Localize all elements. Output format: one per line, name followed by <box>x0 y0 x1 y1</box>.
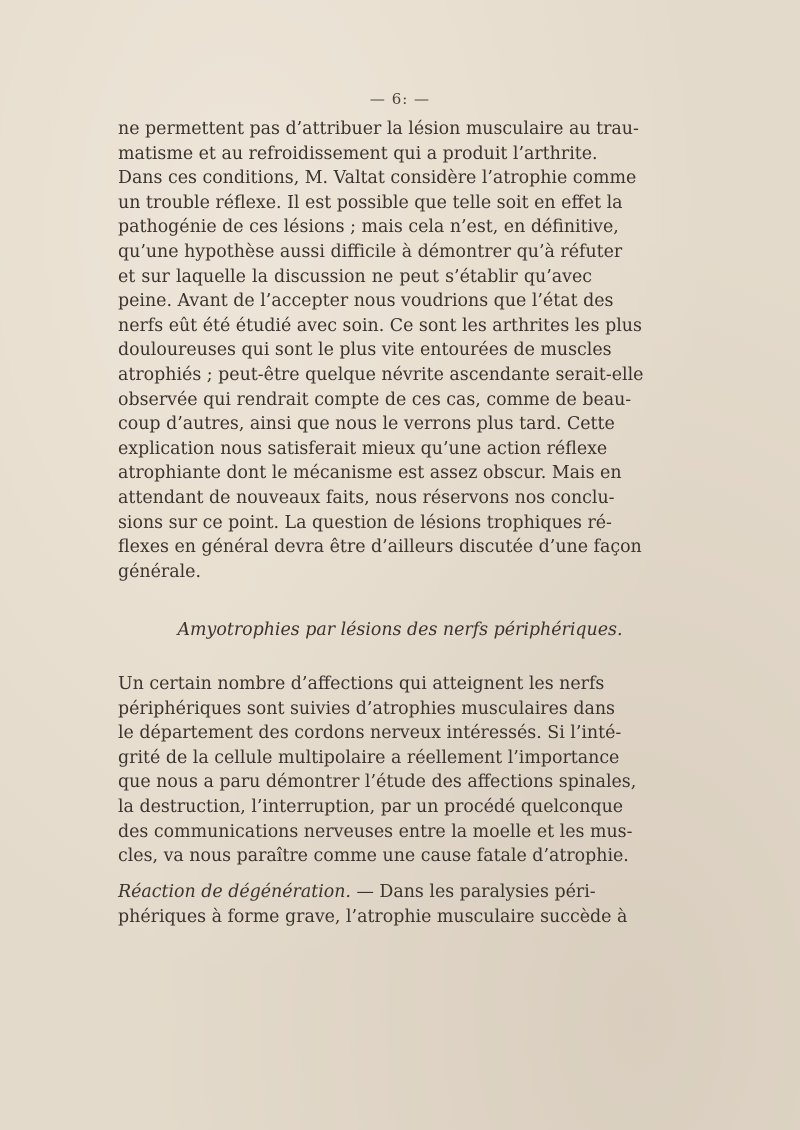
text-line: flexes en général devra être d’ailleurs discutée d’une façon <box>118 537 642 558</box>
text-line: qu’une hypothèse aussi difficile à démontrer qu’à réfuter <box>118 241 623 262</box>
text-line: sions sur ce point. La question de lésions trophiques ré- <box>118 512 612 533</box>
text-line: un trouble réflexe. Il est possible que telle soit en effet la <box>118 192 623 213</box>
text-line: peine. Avant de l’accepter nous voudrions que l’état des <box>118 291 614 312</box>
subheading-italic: Réaction de dégénération. <box>118 882 351 902</box>
section-heading: Amyotrophies par lésions des nerfs périphériques. <box>177 620 623 640</box>
text-line: atrophiés ; peut-être quelque névrite ascendante serait-elle <box>118 364 644 385</box>
paragraph-1 <box>118 117 644 584</box>
text-line: la destruction, l’interruption, par un procédé quelconque <box>118 796 624 817</box>
text-line: grité de la cellule multipolaire a réellement l’importance <box>118 747 620 768</box>
text-line: des communications nerveuses entre la moelle et les mus- <box>118 821 633 842</box>
text-line: pathogénie de ces lésions ; mais cela n’est, en définitive, <box>118 217 619 238</box>
text-line: le département des cordons nerveux intéressés. Si l’inté- <box>118 723 622 744</box>
lead-text: — Dans les paralysies péri- <box>350 882 596 902</box>
text-line: Un certain nombre d’affections qui atteignent les nerfs <box>118 674 605 694</box>
text-line: douloureuses qui sont le plus vite entourées de muscles <box>118 340 612 361</box>
text-line-lead <box>118 880 596 905</box>
text-line: nerfs eût été étudié avec soin. Ce sont les arthrites les plus <box>118 315 642 336</box>
text-line: observée qui rendrait compte de ces cas, comme de beau- <box>118 389 632 410</box>
paragraph-3 <box>118 880 628 929</box>
text-line: et sur laquelle la discussion ne peut s’établir qu’avec <box>118 266 592 287</box>
text-line: explication nous satisferait mieux qu’une action réflexe <box>118 438 608 459</box>
text-line: attendant de nouveaux faits, nous réservons nos conclu- <box>118 487 615 508</box>
page-number: — 6: — <box>369 90 431 108</box>
text-line: Dans ces conditions, M. Valtat considère l’atrophie comme <box>118 168 637 189</box>
text-line: matisme et au refroidissement qui a produit l’arthrite. <box>118 143 598 164</box>
text-line: phériques à forme grave, l’atrophie musculaire succède à <box>118 906 628 927</box>
text-line: générale. <box>118 561 201 582</box>
text-line: que nous a paru démontrer l’étude des affections spinales, <box>118 772 637 793</box>
text-line: cles, va nous paraître comme une cause fatale d’atrophie. <box>118 846 629 867</box>
text-line: coup d’autres, ainsi que nous le verrons plus tard. Cette <box>118 414 615 435</box>
text-line: ne permettent pas d’attribuer la lésion musculaire au trau- <box>118 119 639 139</box>
paragraph-2 <box>118 672 637 869</box>
text-line: atrophiante dont le mécanisme est assez obscur. Mais en <box>118 463 622 484</box>
text-line: périphériques sont suivies d’atrophies musculaires dans <box>118 698 615 719</box>
